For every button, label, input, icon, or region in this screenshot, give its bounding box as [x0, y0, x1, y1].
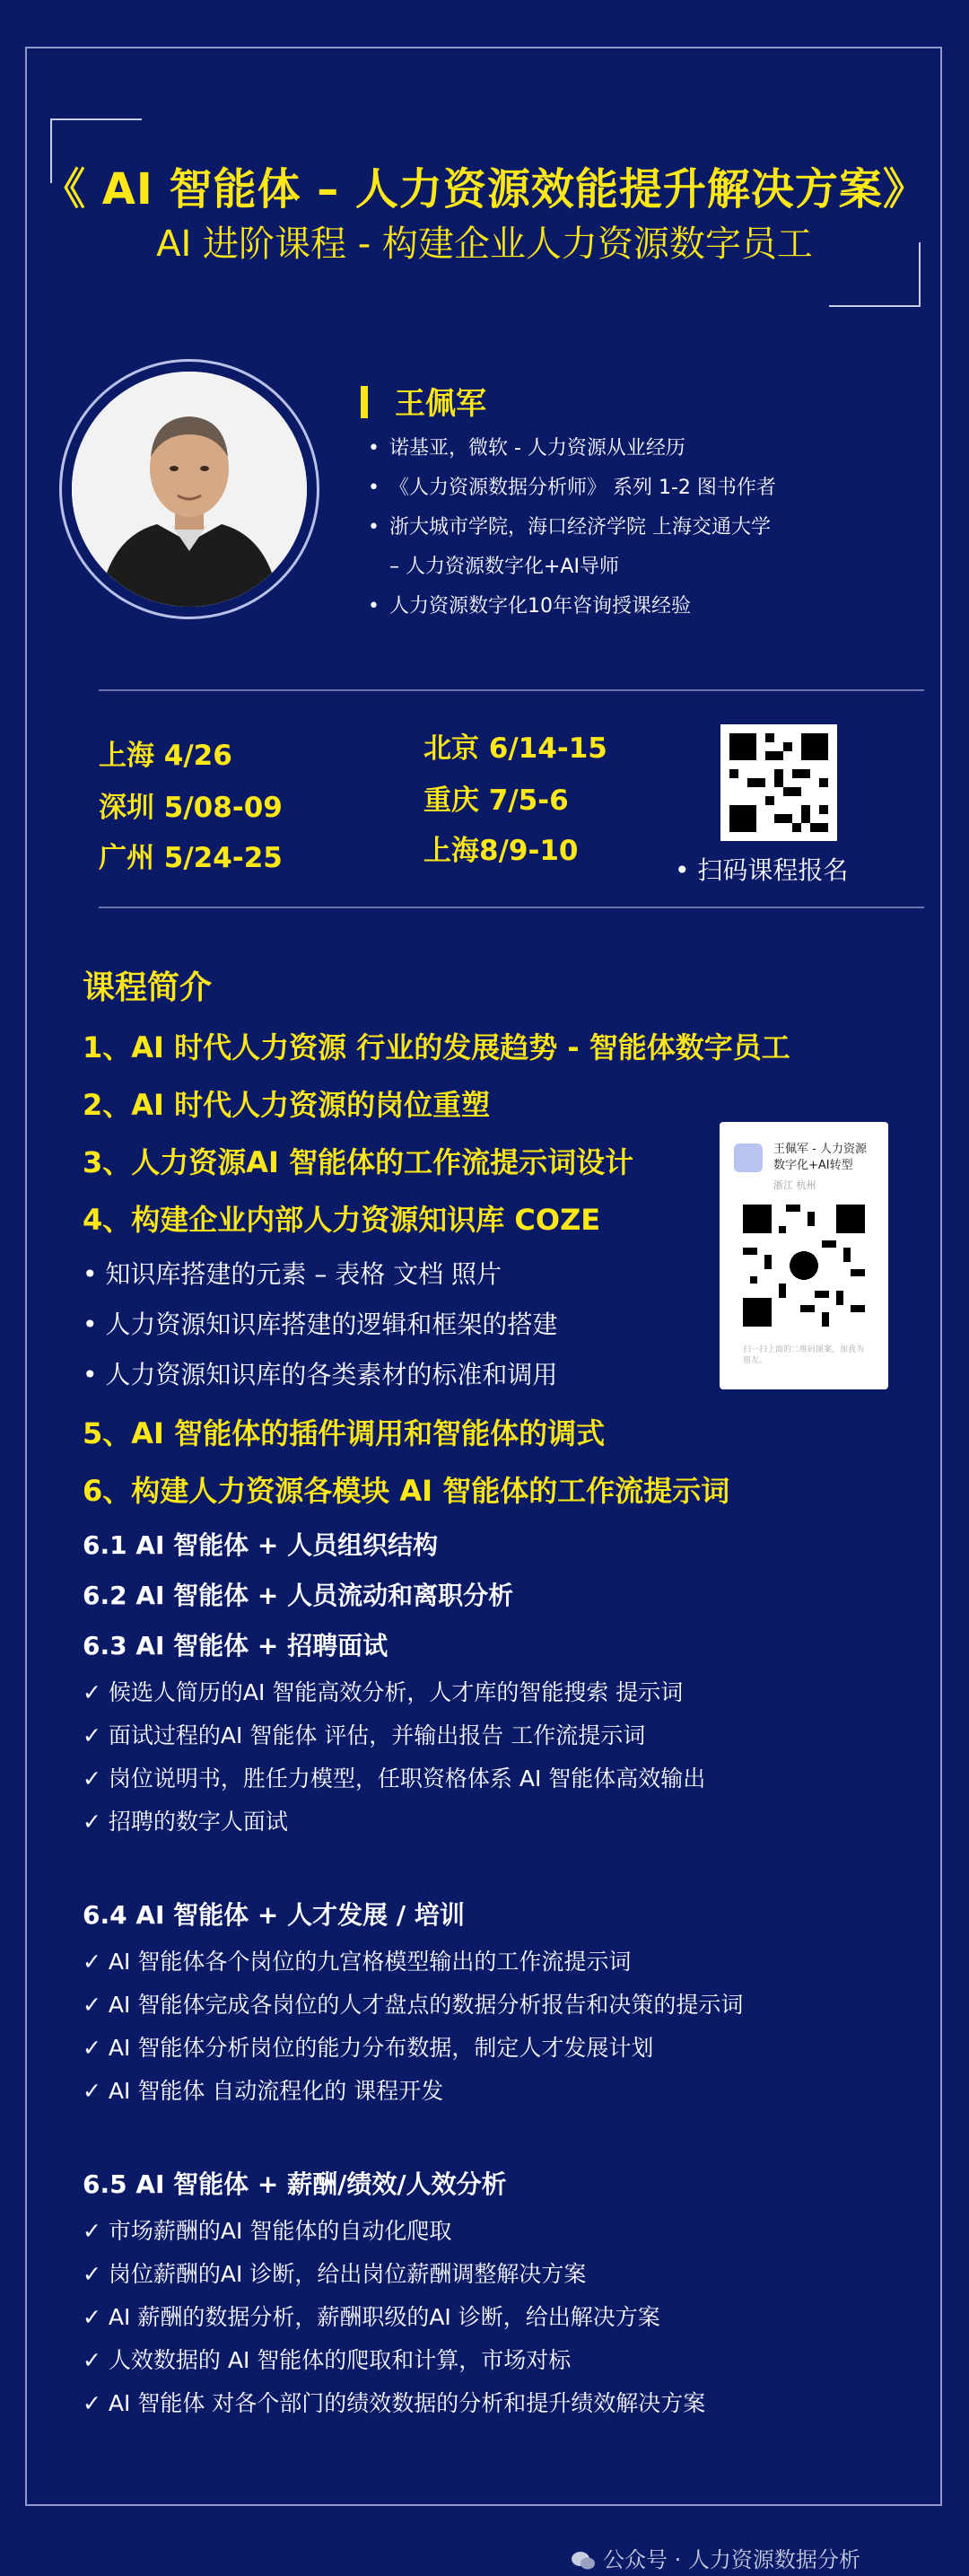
speaker-name: 王佩军 [395, 386, 486, 422]
bio-item: • 浙大城市学院，海口经济学院 上海交通大学 [368, 516, 771, 539]
talent-point: ✓ AI 智能体分析岗位的能力分布数据，制定人才发展计划 [83, 2035, 654, 2061]
talent-point: ✓ AI 智能体 自动流程化的 课程开发 [83, 2078, 444, 2104]
contact-avatar-icon [734, 1143, 763, 1172]
schedule-item: 上海8/9-10 [423, 835, 579, 867]
divider [99, 907, 924, 908]
wechat-qr-code[interactable] [743, 1205, 865, 1327]
sub-section-title: 6.5 AI 智能体 + 薪酬/绩效/人效分析 [83, 2169, 507, 2199]
bio-item: • 诺基亚，微软 - 人力资源从业经历 [368, 437, 685, 460]
schedule-item: 上海 4/26 [99, 740, 232, 772]
schedule-item: 重庆 7/5-6 [423, 784, 569, 817]
outline-item: 6、构建人力资源各模块 AI 智能体的工作流提示词 [83, 1474, 730, 1508]
outline-item: 3、人力资源AI 智能体的工作流提示词设计 [83, 1145, 634, 1179]
divider [99, 689, 924, 691]
comp-point: ✓ AI 智能体 对各个部门的绩效数据的分析和提升绩效解决方案 [83, 2390, 706, 2416]
contact-name: 王佩军 - 人力资源 数字化+AI转型 [773, 1143, 867, 1172]
recruit-point: ✓ 面试过程的AI 智能体 评估，并输出报告 工作流提示词 [83, 1722, 646, 1748]
bio-item: – 人力资源数字化+AI导师 [389, 556, 619, 578]
name-accent-bar [361, 386, 368, 418]
recruit-point: ✓ 岗位说明书，胜任力模型，任职资格体系 AI 智能体高效输出 [83, 1766, 706, 1792]
section-title: 课程简介 [83, 969, 213, 1006]
comp-point: ✓ 岗位薪酬的AI 诊断，给出岗位薪酬调整解决方案 [83, 2261, 587, 2287]
contact-footer-note: 扫一扫上面的二维码图案，加我为朋友。 [743, 1345, 865, 1365]
recruit-point: ✓ 招聘的数字人面试 [83, 1809, 288, 1835]
knowledge-base-point: • 人力资源知识库的各类素材的标准和调用 [83, 1360, 558, 1389]
sub-section-title: 6.1 AI 智能体 + 人员组织结构 [83, 1530, 439, 1560]
talent-point: ✓ AI 智能体各个岗位的九宫格模型输出的工作流提示词 [83, 1949, 632, 1975]
avatar [72, 372, 307, 607]
page-title: 《 AI 智能体 – 人力资源效能提升解决方案》 [42, 164, 927, 215]
comp-point: ✓ 人效数据的 AI 智能体的爬取和计算，市场对标 [83, 2347, 572, 2373]
scan-to-register-label: • 扫码课程报名 [675, 855, 849, 885]
schedule-item: 北京 6/14-15 [423, 732, 607, 765]
outline-item: 1、AI 时代人力资源 行业的发展趋势 - 智能体数字员工 [83, 1030, 790, 1065]
knowledge-base-point: • 知识库搭建的元素 – 表格 文档 照片 [83, 1259, 502, 1289]
bio-item: • 人力资源数字化10年咨询授课经验 [368, 595, 691, 618]
sub-section-title: 6.4 AI 智能体 + 人才发展 / 培训 [83, 1900, 465, 1930]
sub-section-title: 6.2 AI 智能体 + 人员流动和离职分析 [83, 1581, 514, 1610]
sub-section-title: 6.3 AI 智能体 + 招聘面试 [83, 1631, 388, 1660]
speaker-bio-list [368, 429, 776, 626]
page-subtitle: AI 进阶课程 - 构建企业人力资源数字员工 [156, 223, 813, 265]
qr-code-icon [743, 1205, 865, 1327]
comp-point: ✓ AI 薪酬的数据分析，薪酬职级的AI 诊断，给出解决方案 [83, 2304, 660, 2330]
footer-watermark: 公众号 · 人力资源数据分析 [571, 2542, 860, 2573]
outline-item: 5、AI 智能体的插件调用和智能体的调式 [83, 1416, 606, 1450]
contact-location: 浙江 杭州 [773, 1179, 816, 1191]
wechat-icon [571, 2551, 596, 2571]
bio-item: • 《人力资源数据分析师》 系列 1-2 图书作者 [368, 477, 776, 499]
recruit-point: ✓ 候选人简历的AI 智能高效分析，人才库的智能搜索 提示词 [83, 1679, 684, 1705]
speaker-photo-icon [72, 372, 307, 607]
qr-code-icon [720, 724, 837, 841]
comp-point: ✓ 市场薪酬的AI 智能体的自动化爬取 [83, 2218, 452, 2244]
outline-item: 2、AI 时代人力资源的岗位重塑 [83, 1088, 491, 1122]
outline-item: 4、构建企业内部人力资源知识库 COZE [83, 1203, 601, 1237]
talent-point: ✓ AI 智能体完成各岗位的人才盘点的数据分析报告和决策的提示词 [83, 1992, 744, 2018]
wechat-contact-card[interactable] [720, 1122, 888, 1389]
schedule-item: 广州 5/24-25 [99, 842, 283, 874]
knowledge-base-point: • 人力资源知识库搭建的逻辑和框架的搭建 [83, 1310, 558, 1339]
schedule-item: 深圳 5/08-09 [99, 792, 283, 824]
registration-qr-code[interactable] [720, 724, 837, 841]
